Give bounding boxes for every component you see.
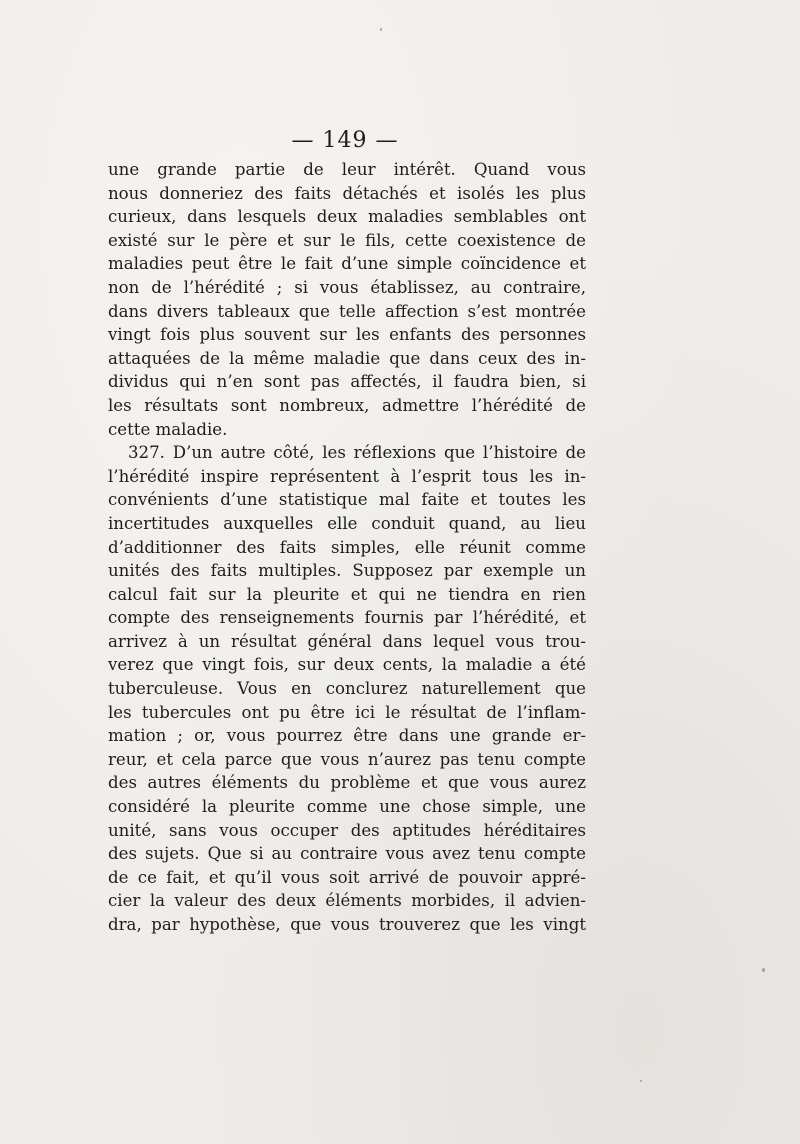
text-line: calcul fait sur la pleurite et qui ne tiendra en rien <box>108 584 586 604</box>
text-line: les tubercules ont pu être ici le résultat de l’inflam- <box>108 702 586 722</box>
text-line: considéré la pleurite comme une chose simple, une <box>108 797 586 817</box>
text-line: nous donneriez des faits détachés et isolés les plus <box>108 183 586 203</box>
paper-speck <box>762 968 765 972</box>
text-line: maladies peut être le fait d’une simple coïncidence et <box>108 254 586 274</box>
body-text <box>108 158 586 937</box>
text-line: d’additionner des faits simples, elle réunit comme <box>108 537 586 557</box>
text-line: reur, et cela parce que vous n’aurez pas tenu compte <box>108 749 586 769</box>
text-line: des sujets. Que si au contraire vous avez tenu compte <box>108 844 586 864</box>
paper-speck <box>640 1080 642 1082</box>
text-line: tuberculeuse. Vous en conclurez naturellement que <box>108 679 586 699</box>
paper-speck <box>380 28 382 31</box>
text-line: dividus qui n’en sont pas affectés, il faudra bien, si <box>108 372 586 392</box>
text-line: l’hérédité inspire représentent à l’esprit tous les in- <box>108 466 586 486</box>
text-line: dra, par hypothèse, que vous trouverez que les vingt <box>108 915 586 934</box>
text-line: compte des renseignements fournis par l’hérédité, et <box>108 608 586 628</box>
text-line: cier la valeur des deux éléments morbides, il advien- <box>108 891 586 911</box>
text-line: des autres éléments du problème et que vous aurez <box>108 773 586 793</box>
text-line: cette maladie. <box>108 419 228 439</box>
text-line: de ce fait, et qu’il vous soit arrivé de pouvoir appré- <box>108 867 586 887</box>
text-line: mation ; or, vous pourrez être dans une grande er- <box>108 726 586 746</box>
text-line: verez que vingt fois, sur deux cents, la maladie a été <box>108 655 586 675</box>
text-line: arrivez à un résultat général dans lequel vous trou- <box>108 631 586 651</box>
text-line: dans divers tableaux que telle affection s’est montrée <box>108 301 586 321</box>
text-line: curieux, dans lesquels deux maladies semblables ont <box>108 207 586 227</box>
text-line: unité, sans vous occuper des aptitudes héréditaires <box>108 820 586 840</box>
text-line: unités des faits multiples. Supposez par exemple un <box>108 561 586 581</box>
text-line: existé sur le père et sur le fils, cette coexistence de <box>108 230 586 250</box>
text-line: vingt fois plus souvent sur les enfants des personnes <box>108 325 586 345</box>
page-number: — 149 — <box>291 128 399 153</box>
text-line: non de l’hérédité ; si vous établissez, au contraire, <box>108 277 586 297</box>
text-line: convénients d’une statistique mal faite et toutes les <box>108 490 586 510</box>
paragraph-start-line: 327. D’un autre côté, les réflexions que l’histoire de <box>128 443 586 463</box>
text-line: une grande partie de leur intérêt. Quand vous <box>108 160 586 179</box>
text-line: incertitudes auxquelles elle conduit quand, au lieu <box>108 513 586 533</box>
text-line: attaquées de la même maladie que dans ceux des in- <box>108 348 586 368</box>
text-line: les résultats sont nombreux, admettre l’hérédité de <box>108 395 586 415</box>
